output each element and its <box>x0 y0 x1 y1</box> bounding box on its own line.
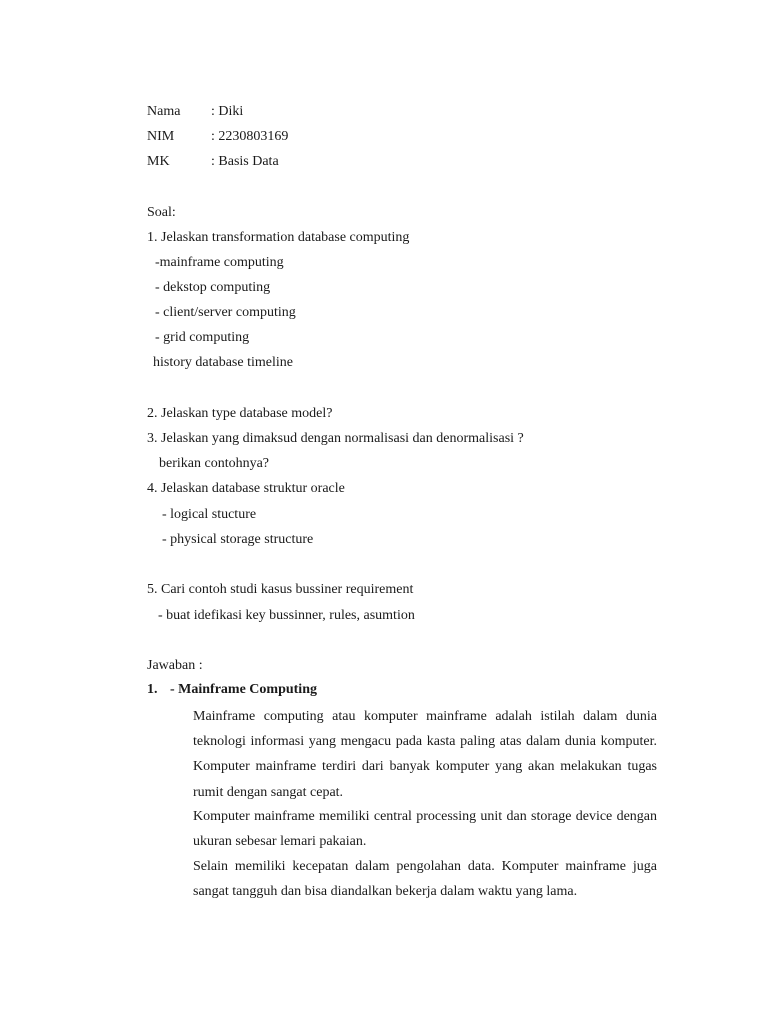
mk-label: MK <box>147 154 170 169</box>
soal-title: Soal: <box>147 205 176 220</box>
answer-number: 1. <box>147 682 158 697</box>
answer-paragraph: Komputer mainframe memiliki central processing unit dan storage device dengan ukuran sebesar lemari pakaian. <box>193 809 657 850</box>
question-1: 1. Jelaskan transformation database computing <box>147 230 410 245</box>
mk-value: : Basis Data <box>211 154 279 169</box>
nama-label: Nama <box>147 104 181 119</box>
answer-heading: - Mainframe Computing <box>170 682 317 697</box>
question-1-item: history database timeline <box>153 355 293 370</box>
answer-paragraph: Mainframe computing atau komputer mainframe adalah istilah dalam dunia teknologi informasi yang mengacu pada kasta paling atas dalam dunia komputer. Komputer mainframe terdiri dari banyak komputer yang akan melakukan tugas rumit dengan sangat cepat. <box>193 709 657 800</box>
question-4-item: - physical storage structure <box>162 532 314 547</box>
nim-label: NIM <box>147 129 175 144</box>
question-1-item: - dekstop computing <box>155 280 271 295</box>
question-1-item: -mainframe computing <box>155 255 284 270</box>
question-5-sub: - buat idefikasi key bussinner, rules, asumtion <box>158 608 415 623</box>
nim-value: : 2230803169 <box>211 129 289 144</box>
question-4: 4. Jelaskan database struktur oracle <box>147 481 345 496</box>
nama-value: : Diki <box>211 104 244 119</box>
jawaban-title: Jawaban : <box>147 658 203 673</box>
question-1-item: - client/server computing <box>155 305 296 320</box>
question-2: 2. Jelaskan type database model? <box>147 406 333 421</box>
question-3-sub: berikan contohnya? <box>159 456 270 471</box>
answer-paragraph: Selain memiliki kecepatan dalam pengolahan data. Komputer mainframe juga sangat tangguh dan bisa diandalkan bekerja dalam waktu yang lama. <box>193 859 657 900</box>
question-1-item: - grid computing <box>155 330 250 345</box>
question-5: 5. Cari contoh studi kasus bussiner requirement <box>147 582 414 597</box>
question-4-item: - logical stucture <box>162 507 257 522</box>
question-3: 3. Jelaskan yang dimaksud dengan normalisasi dan denormalisasi ? <box>147 431 524 446</box>
